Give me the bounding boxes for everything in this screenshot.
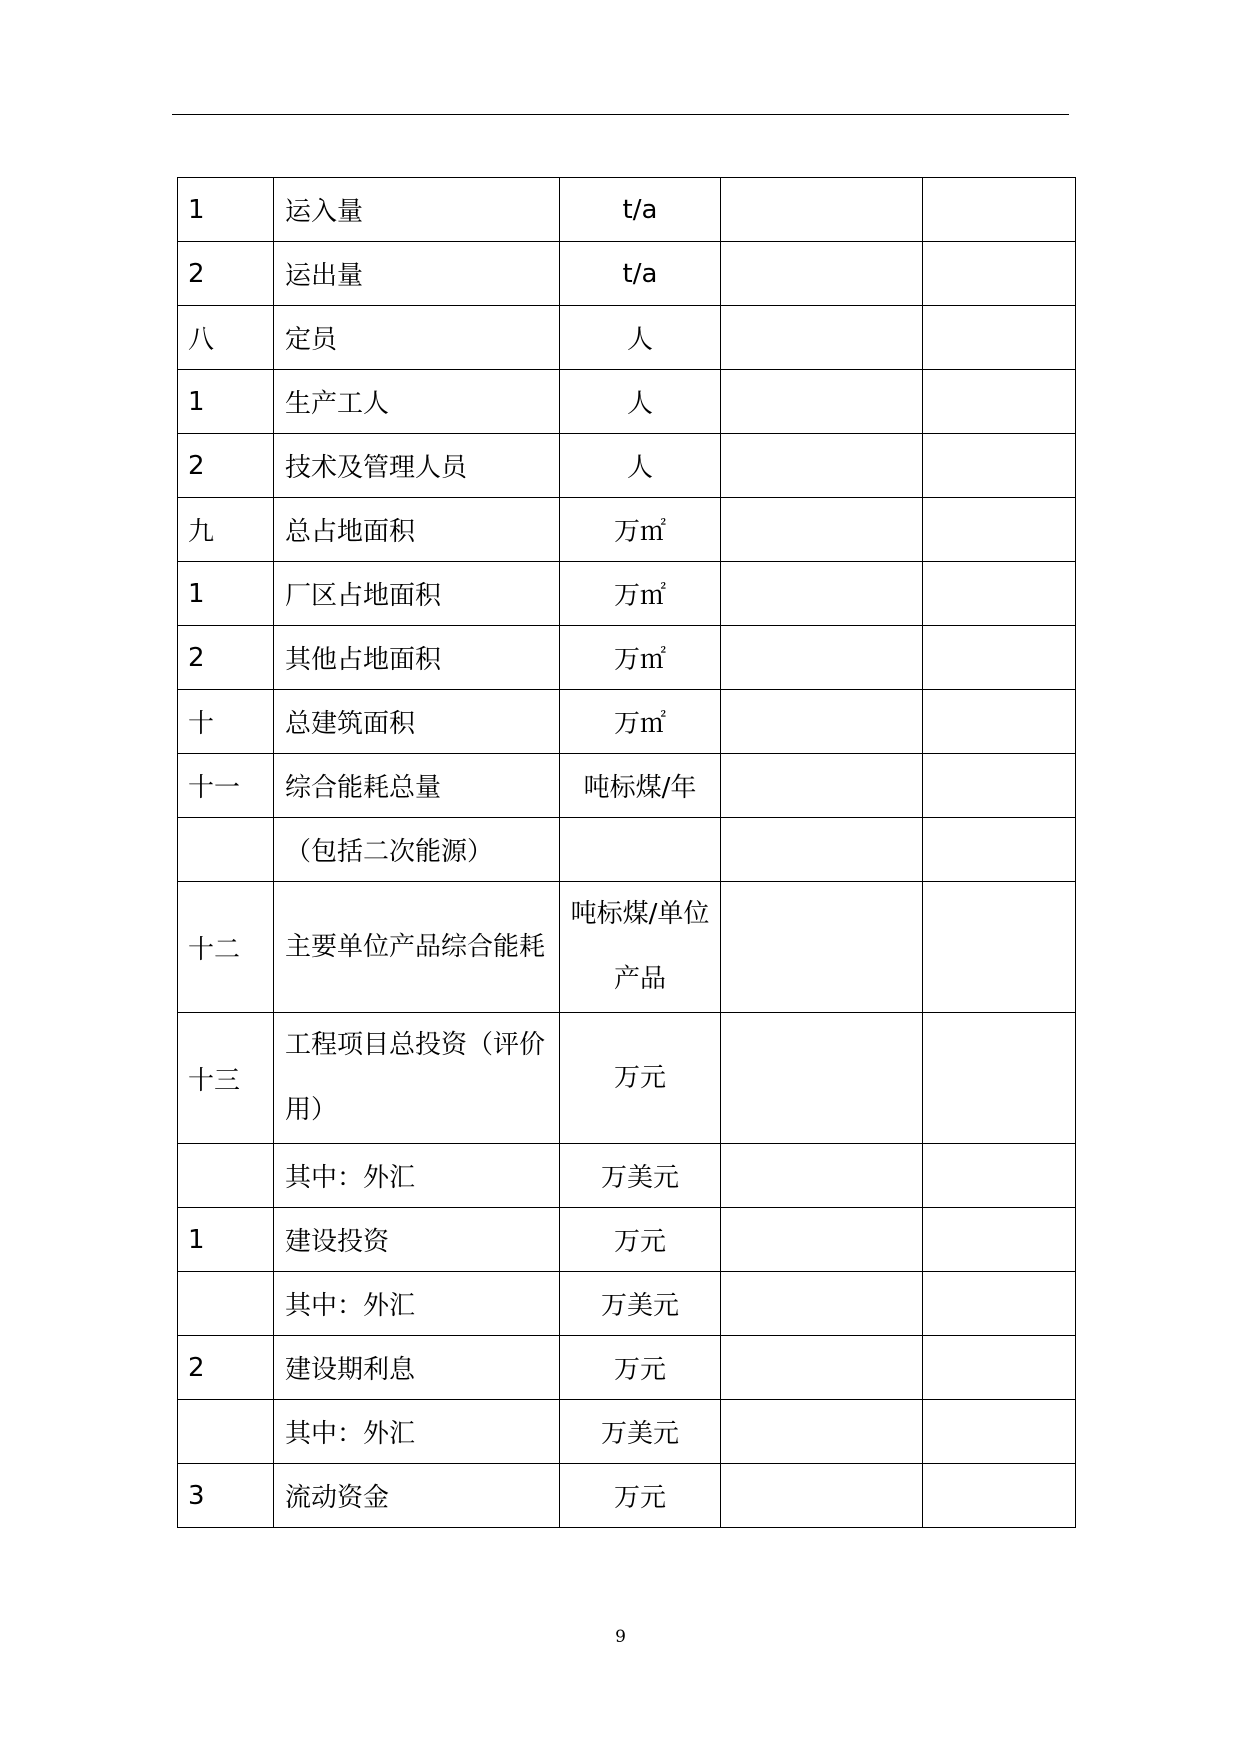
row-item-name: 综合能耗总量 [274,754,560,818]
row-unit: 人 [560,306,721,370]
row-item-name: 工程项目总投资（评价用） [274,1013,560,1144]
row-item-name: 运出量 [274,242,560,306]
page-number: 9 [615,1627,626,1647]
row-value-cell [721,562,923,626]
row-index: 2 [178,242,274,306]
row-unit: t/a [560,178,721,242]
row-item-name: 总建筑面积 [274,690,560,754]
row-item-name: 建设投资 [274,1208,560,1272]
row-index [178,818,274,882]
table-row [178,626,1076,690]
table-row [178,1400,1076,1464]
row-index: 1 [178,1208,274,1272]
row-index: 1 [178,562,274,626]
row-index: 十 [178,690,274,754]
row-remark-cell [923,1013,1076,1144]
row-unit: 万㎡ [560,626,721,690]
row-index: 八 [178,306,274,370]
row-index: 1 [178,178,274,242]
row-remark-cell [923,1400,1076,1464]
row-remark-cell [923,178,1076,242]
row-remark-cell [923,1336,1076,1400]
row-item-name: 厂区占地面积 [274,562,560,626]
row-item-name: 流动资金 [274,1464,560,1528]
row-item-name: 定员 [274,306,560,370]
table-row [178,434,1076,498]
row-unit: 万美元 [560,1400,721,1464]
table-row [178,690,1076,754]
row-unit: 人 [560,370,721,434]
row-value-cell [721,1144,923,1208]
row-unit: 吨标煤/年 [560,754,721,818]
row-unit: 万元 [560,1208,721,1272]
row-unit: 万元 [560,1336,721,1400]
row-remark-cell [923,370,1076,434]
row-remark-cell [923,882,1076,1013]
row-unit: 万美元 [560,1272,721,1336]
row-value-cell [721,818,923,882]
table-row [178,178,1076,242]
row-index: 3 [178,1464,274,1528]
row-remark-cell [923,626,1076,690]
row-remark-cell [923,242,1076,306]
row-item-name: 建设期利息 [274,1336,560,1400]
table-row [178,818,1076,882]
row-index [178,1400,274,1464]
table-row [178,242,1076,306]
table-row [178,1336,1076,1400]
row-value-cell [721,242,923,306]
row-value-cell [721,1464,923,1528]
table-row [178,882,1076,1013]
row-unit: 万㎡ [560,562,721,626]
row-index [178,1144,274,1208]
row-value-cell [721,1013,923,1144]
row-index: 2 [178,1336,274,1400]
row-index: 十一 [178,754,274,818]
row-unit: 万㎡ [560,690,721,754]
row-item-name: 生产工人 [274,370,560,434]
row-value-cell [721,882,923,1013]
row-value-cell [721,626,923,690]
table-row [178,1013,1076,1144]
row-value-cell [721,1336,923,1400]
row-remark-cell [923,434,1076,498]
row-unit: t/a [560,242,721,306]
row-remark-cell [923,498,1076,562]
row-value-cell [721,1400,923,1464]
table-row [178,754,1076,818]
row-value-cell [721,306,923,370]
row-value-cell [721,178,923,242]
row-remark-cell [923,1464,1076,1528]
row-remark-cell [923,818,1076,882]
table-row [178,1144,1076,1208]
row-item-name: 技术及管理人员 [274,434,560,498]
row-value-cell [721,498,923,562]
row-value-cell [721,1208,923,1272]
row-index: 2 [178,434,274,498]
row-index: 九 [178,498,274,562]
row-unit: 万元 [560,1464,721,1528]
row-index: 2 [178,626,274,690]
row-item-name: 其中：外汇 [274,1400,560,1464]
row-value-cell [721,1272,923,1336]
row-item-name: （包括二次能源） [274,818,560,882]
row-item-name: 其中：外汇 [274,1272,560,1336]
row-remark-cell [923,1272,1076,1336]
row-value-cell [721,754,923,818]
row-index [178,1272,274,1336]
row-item-name: 总占地面积 [274,498,560,562]
row-item-name: 其中：外汇 [274,1144,560,1208]
row-remark-cell [923,1208,1076,1272]
table-row [178,1272,1076,1336]
row-index: 十二 [178,882,274,1013]
row-value-cell [721,370,923,434]
row-unit: 万㎡ [560,498,721,562]
row-item-name: 运入量 [274,178,560,242]
row-unit [560,818,721,882]
table-row [178,1464,1076,1528]
row-remark-cell [923,562,1076,626]
spec-table [177,177,1076,1528]
row-remark-cell [923,1144,1076,1208]
row-unit: 万美元 [560,1144,721,1208]
row-unit: 万元 [560,1013,721,1144]
row-unit: 吨标煤/单位产品 [560,882,721,1013]
table-row [178,1208,1076,1272]
row-item-name: 其他占地面积 [274,626,560,690]
table-row [178,370,1076,434]
row-index: 1 [178,370,274,434]
row-value-cell [721,690,923,754]
header-rule [172,114,1069,115]
row-remark-cell [923,306,1076,370]
table-row [178,498,1076,562]
row-index: 十三 [178,1013,274,1144]
row-remark-cell [923,754,1076,818]
row-value-cell [721,434,923,498]
row-item-name: 主要单位产品综合能耗 [274,882,560,1013]
table-row [178,562,1076,626]
table-row [178,306,1076,370]
row-remark-cell [923,690,1076,754]
row-unit: 人 [560,434,721,498]
